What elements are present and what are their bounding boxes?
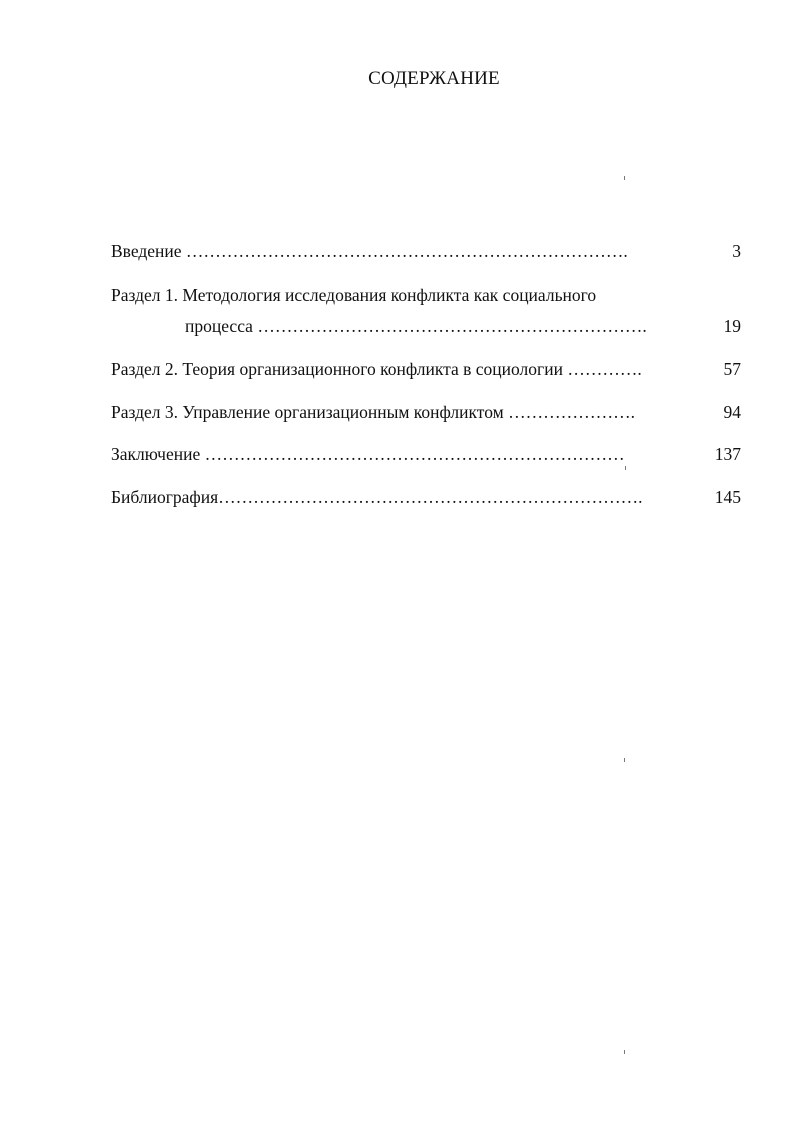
toc-entry-section-1-continued: процесса ………………………………………………………….: [185, 316, 647, 336]
scan-speck: [625, 466, 626, 470]
toc-entry-bibliography: Библиография……………………………………………………………….: [111, 487, 643, 507]
toc-entry-section-1: Раздел 1. Методология исследования конфликта как социального: [111, 285, 597, 305]
page-title: СОДЕРЖАНИЕ: [368, 68, 500, 89]
toc-page-number: 19: [723, 316, 741, 336]
scan-speck: [624, 1050, 625, 1054]
toc-entry-section-3: Раздел 3. Управление организационным конфликтом ………………….: [111, 402, 635, 422]
toc-entry-introduction: Введение ………………………………………………………………….: [111, 241, 628, 261]
toc-page-number: 145: [714, 487, 741, 507]
scan-speck: [624, 758, 625, 762]
toc-page-number: 94: [723, 402, 741, 422]
toc-page-number: 137: [714, 444, 741, 464]
toc-page-number: 3: [732, 241, 741, 261]
toc-entry-section-2: Раздел 2. Теория организационного конфликта в социологии ………….: [111, 359, 642, 379]
toc-page-number: 57: [723, 359, 741, 379]
scan-speck: [624, 176, 625, 180]
toc-entry-conclusion: Заключение ………………………………………………………………: [111, 444, 625, 464]
